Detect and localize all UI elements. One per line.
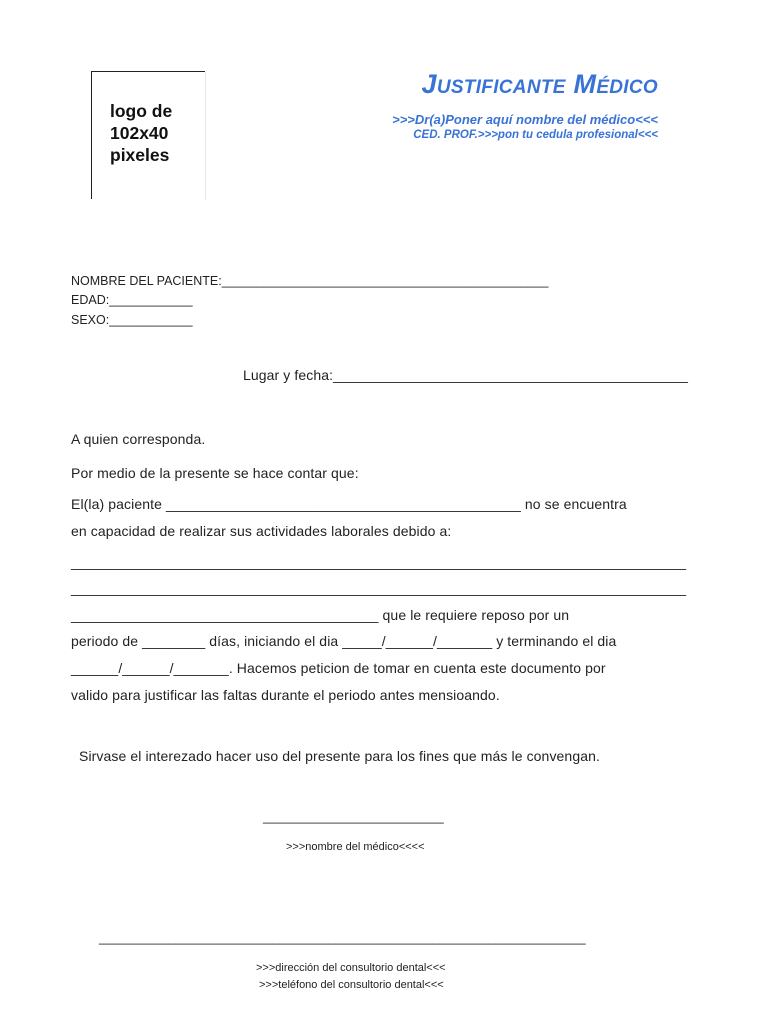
closing-statement: Sirvase el interezado hacer uso del presente para los fines que más le convengan.	[79, 748, 600, 764]
letter-line-4: ______________________________________________________________________________	[71, 580, 687, 596]
clinic-phone: >>>teléfono del consultorio dental<<<	[259, 979, 444, 991]
letter-line-1: El(la) paciente _____________________________________________ no se encuentra	[71, 496, 627, 512]
professional-license-line: CED. PROF.>>>pon tu cedula profesional<<<	[413, 129, 658, 141]
letter-line-5: _______________________________________ que le requiere reposo por un	[71, 607, 570, 623]
greeting: A quien corresponda.	[71, 431, 206, 447]
patient-age-field: EDAD:____________	[71, 293, 193, 307]
letter-line-2: en capacidad de realizar sus actividades laborales debido a:	[71, 523, 452, 539]
place-date-field: Lugar y fecha:_____________________________________________	[243, 367, 688, 383]
footer-line: ______________________________________________________________________	[99, 931, 586, 945]
patient-sex-field: SEXO:____________	[71, 313, 193, 327]
doctor-signature-name: >>>nombre del médico<<<<	[286, 841, 425, 853]
signature-line: __________________________	[263, 810, 444, 824]
letter-line-7: ______/______/_______. Hacemos peticion de tomar en cuenta este documento por	[71, 660, 606, 676]
logo-placeholder-text: logo de 102x40 pixeles	[110, 101, 173, 165]
letter-line-6: periodo de ________ días, iniciando el dia _____/______/_______ y terminando el dia	[71, 633, 617, 649]
letter-intro: Por medio de la presente se hace contar que:	[71, 465, 359, 481]
doctor-name-line: >>>Dr(a)Poner aquí nombre del médico<<<	[392, 112, 658, 127]
letter-line-3: ______________________________________________________________________________	[71, 554, 687, 570]
logo-placeholder	[91, 71, 205, 199]
letter-line-8: valido para justificar las faltas durante el periodo antes mensioando.	[71, 687, 500, 703]
clinic-address: >>>dirección del consultorio dental<<<	[256, 962, 446, 974]
patient-name-field: NOMBRE DEL PACIENTE:_______________________________________________	[71, 274, 549, 288]
document-title: Justificante Médico	[421, 69, 658, 99]
